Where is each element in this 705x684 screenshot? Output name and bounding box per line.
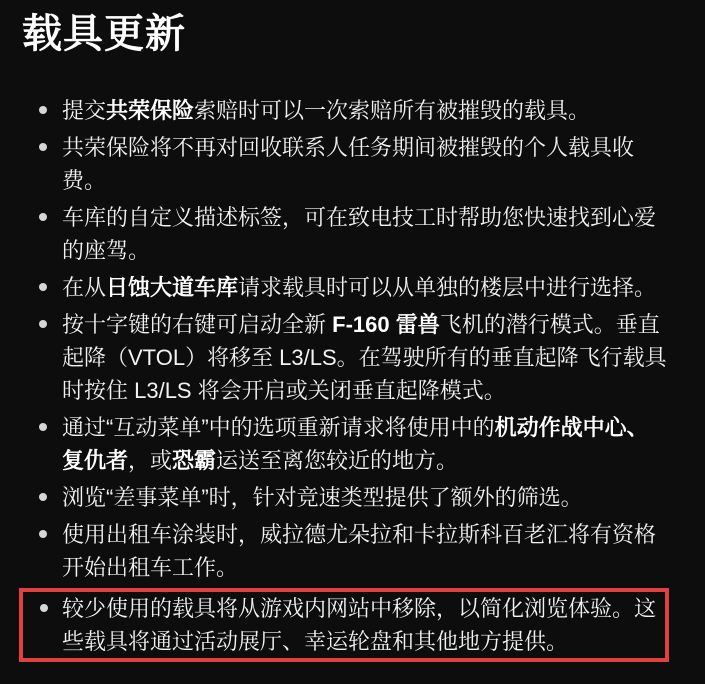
bullet-icon: [39, 106, 47, 114]
bullet-icon: [40, 604, 48, 612]
list-item: [22, 94, 669, 127]
list-item-text: 通过“互动菜单”中的选项重新请求将使用中的机动作战中心、复仇者，或恐霸运送至离您较近的地方。: [62, 415, 649, 473]
list-item-text: 较少使用的载具将从游戏内网站中移除，以简化浏览体验。这些载具将通过活动展厅、幸运轮盘和其他地方提供。: [62, 596, 657, 654]
list-item-text: 使用出租车涂装时，威拉德尤朵拉和卡拉斯科百老汇将有资格开始出租车工作。: [62, 522, 657, 580]
list-item: [22, 271, 669, 304]
list-item: [22, 201, 669, 267]
list-item-text: 按十字键的右键可启动全新 F-160 雷兽飞机的潜行模式。垂直起降（VTOL）将移至 L3/LS。在驾驶所有的垂直起降飞行载具时按住 L3/LS 将会开启或关闭垂直起降模式。: [62, 312, 667, 403]
list-item: [22, 308, 669, 407]
list-item-text: 浏览“差事菜单”时，针对竞速类型提供了额外的筛选。: [62, 485, 583, 510]
bullet-icon: [39, 493, 47, 501]
list-item: [22, 131, 669, 197]
bullet-icon: [39, 213, 47, 221]
update-list: [22, 94, 669, 662]
bullet-icon: [39, 283, 47, 291]
list-item-text: 共荣保险将不再对回收联系人任务期间被摧毁的个人载具收费。: [62, 135, 635, 193]
list-item-highlighted: [19, 588, 669, 662]
bullet-icon: [39, 143, 47, 151]
page-title: 载具更新: [22, 12, 186, 56]
list-item-text: 车库的自定义描述标签，可在致电技工时帮助您快速找到心爱的座驾。: [62, 205, 657, 263]
list-item: [22, 481, 669, 514]
list-item: [22, 411, 669, 477]
bullet-icon: [39, 320, 47, 328]
list-item: [22, 518, 669, 584]
bullet-icon: [39, 530, 47, 538]
list-item-text: 提交共荣保险索赔时可以一次索赔所有被摧毁的载具。: [62, 98, 591, 123]
list-item-text: 在从日蚀大道车库请求载具时可以从单独的楼层中进行选择。: [62, 275, 657, 300]
bullet-icon: [39, 423, 47, 431]
